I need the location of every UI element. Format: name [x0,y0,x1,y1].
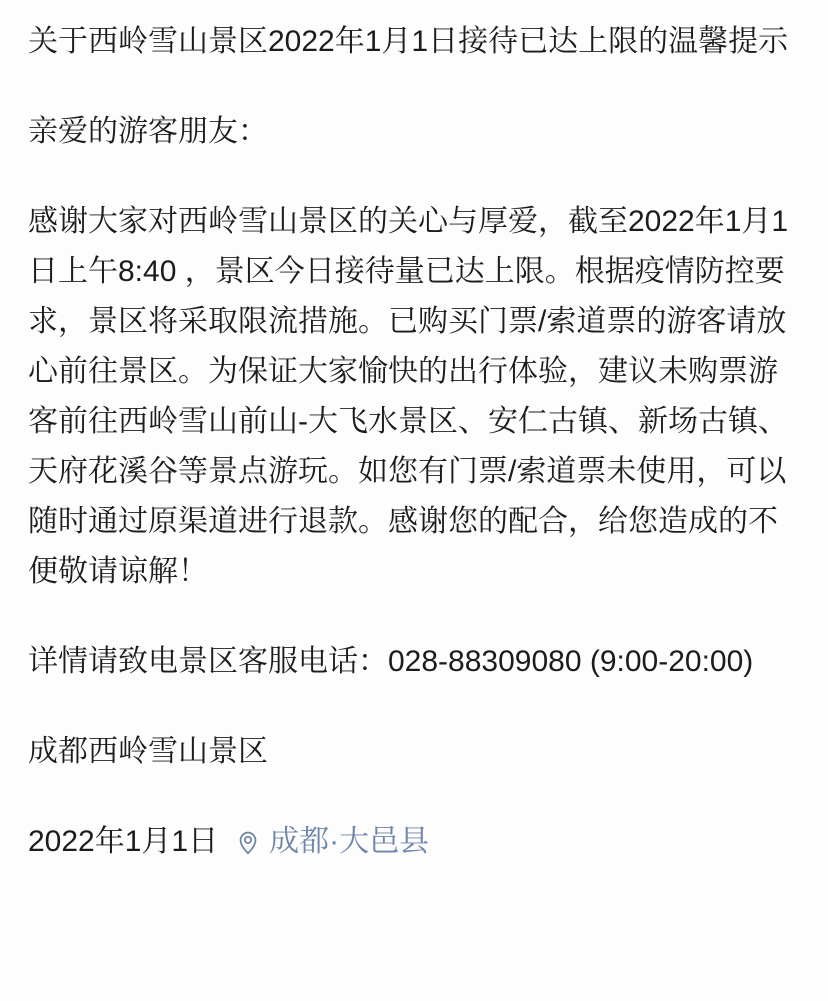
contact-text: 详情请致电景区客服电话：028-88309080 (9:00-20:00) [28,645,754,678]
notice-article [28,17,800,867]
greeting-text: 亲爱的游客朋友： [28,115,268,148]
location-link[interactable] [234,817,429,867]
location-pin-icon [234,826,262,858]
signature-text: 成都西岭雪山景区 [28,735,268,768]
page-title: 关于西岭雪山景区2022年1月1日接待已达上限的温馨提示 [28,25,789,58]
body-text: 感谢大家对西岭雪山景区的关心与厚爱，截至2022年1月1日上午8:40 ，景区今日接待量已达上限。根据疫情防控要求，景区将采取限流措施。已购买门票/索道票的游客请放心前往景区。为保证大家愉快的出行体验，建议未购票游客前往西岭雪山前山-大飞水景区、安仁古镇、新场古镇、天府花溪谷等景点游玩。如您有门票/索道票未使用，可以随时通过原渠道进行退款。感谢您的配合，给您造成的不便敬请谅解！ [28,205,789,588]
publish-date: 2022年1月1日 [28,825,219,858]
footer-meta [28,817,800,867]
location-label: 成都·大邑县 [269,825,430,858]
